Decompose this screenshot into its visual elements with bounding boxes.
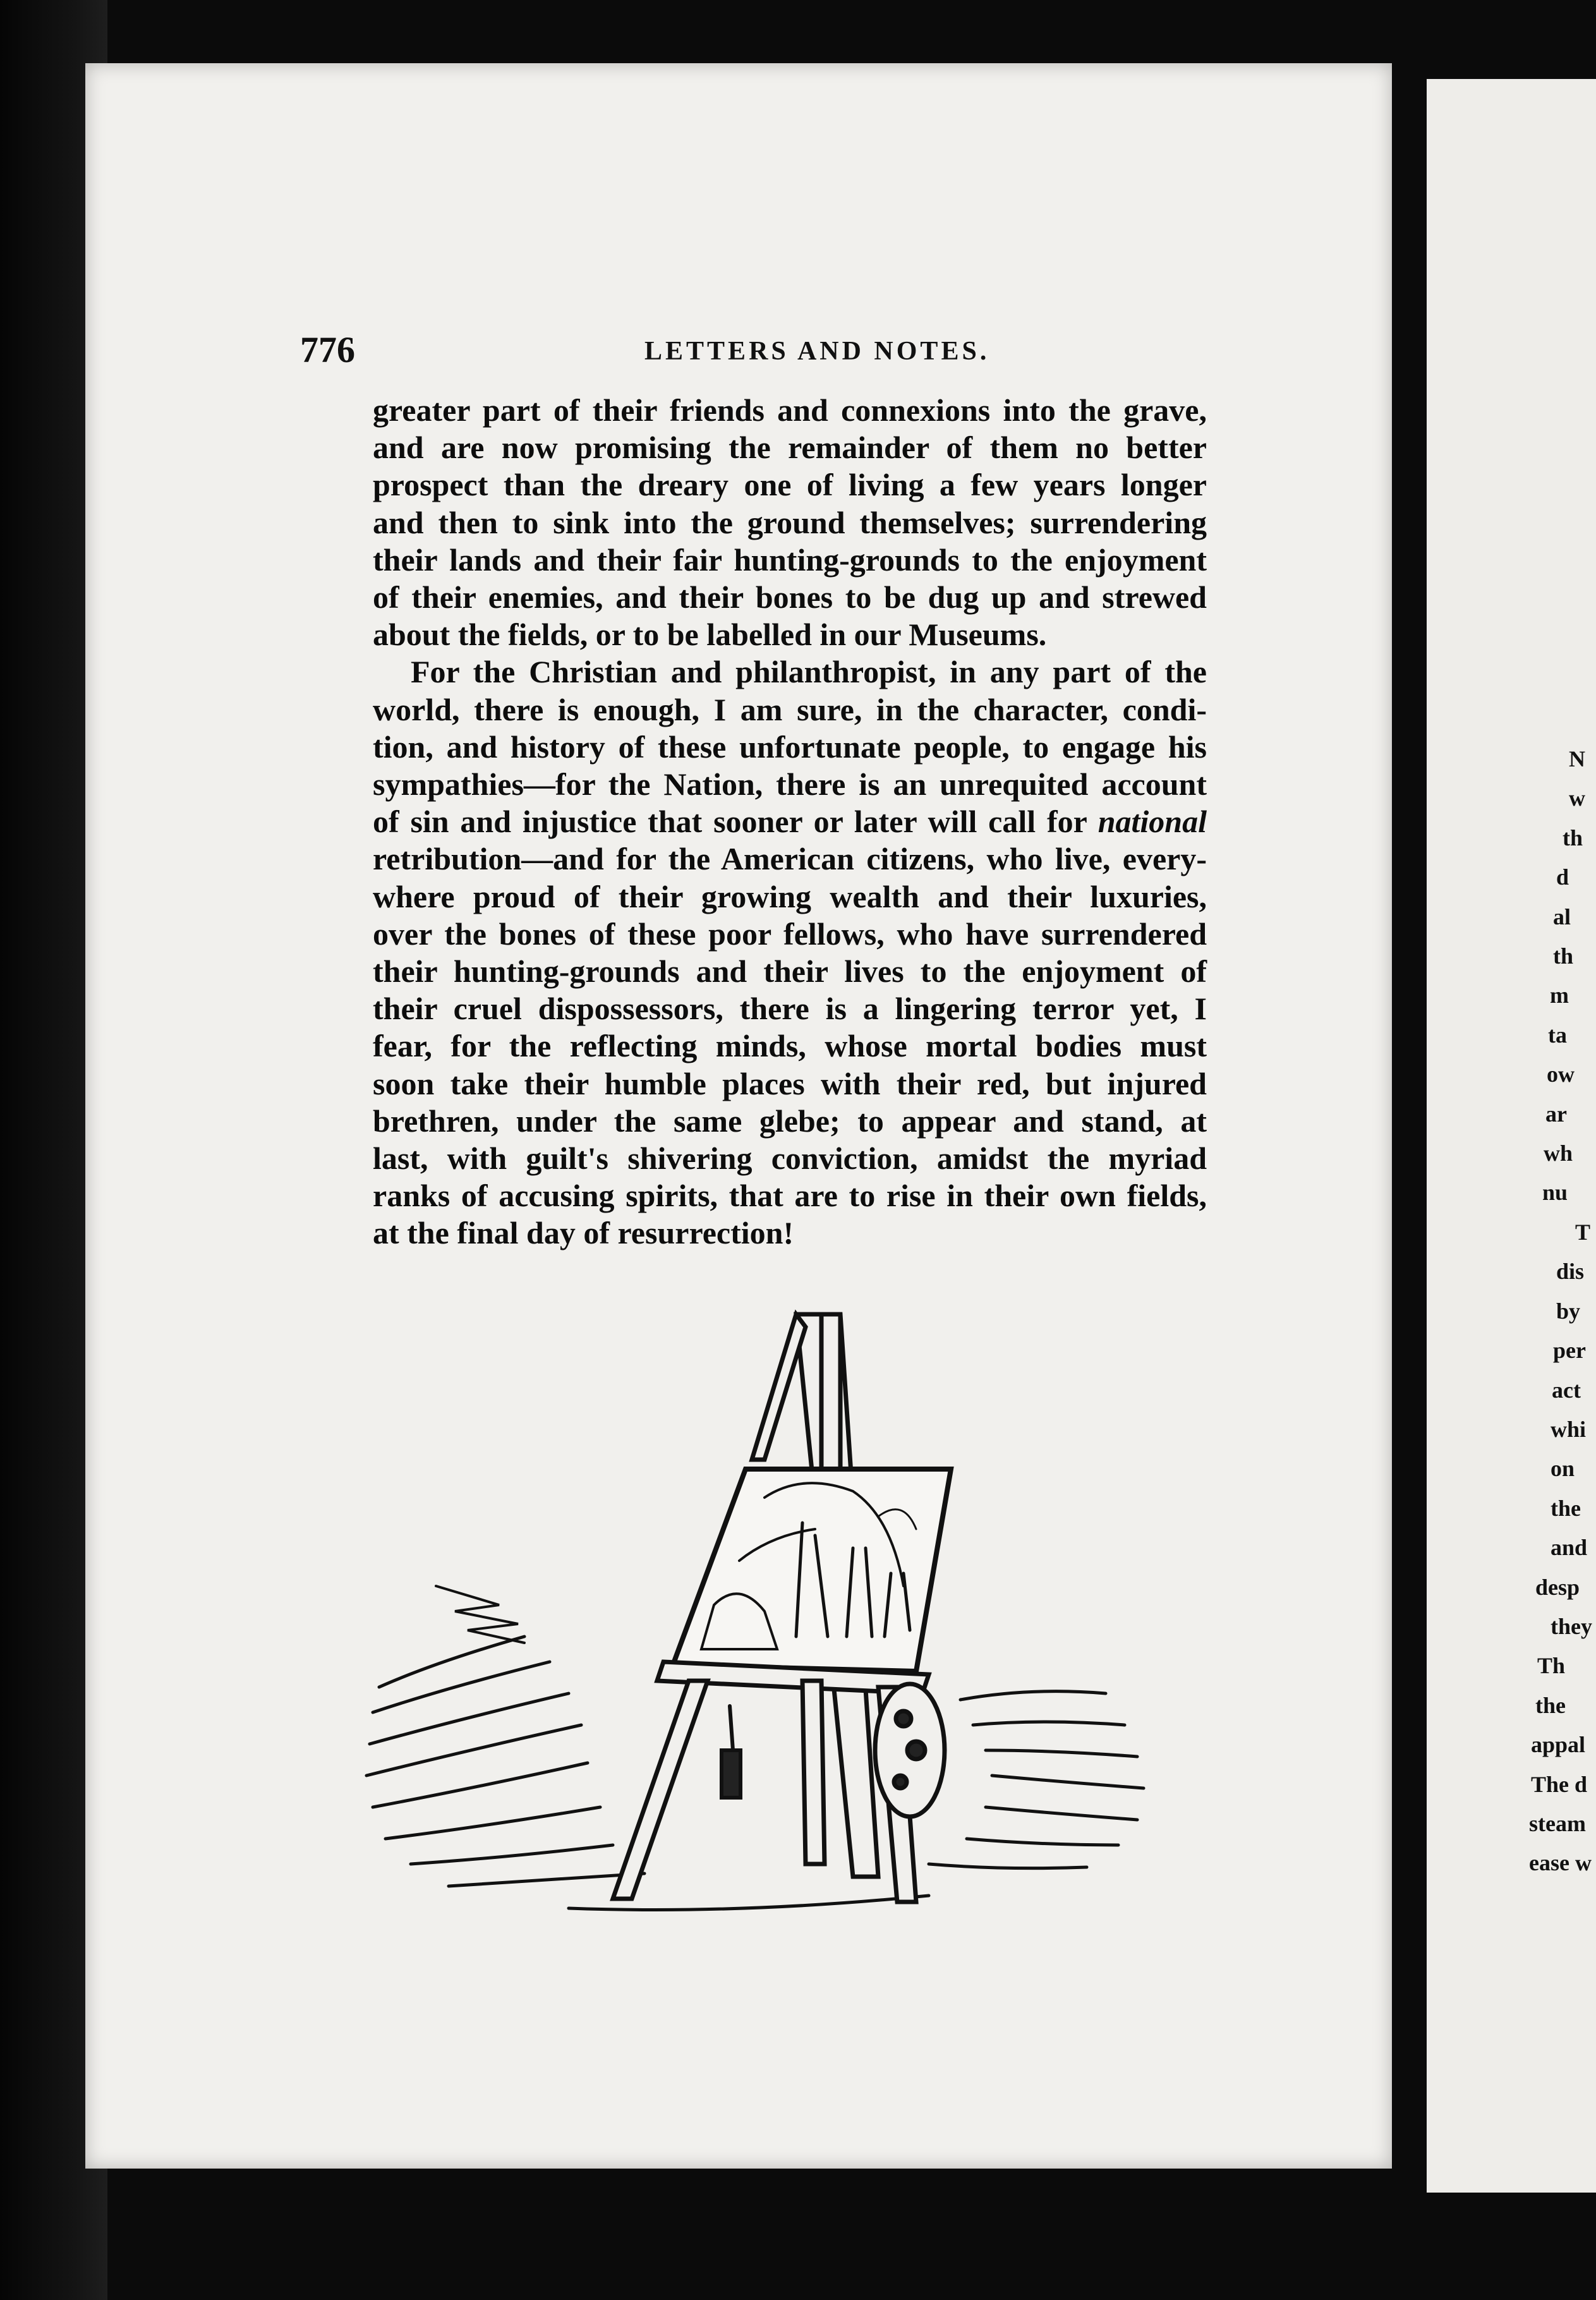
- text-line-with-italic: [373, 803, 1207, 840]
- fragment: appal: [1531, 1732, 1586, 1758]
- body-text: [373, 392, 1207, 1252]
- fragment: the: [1551, 1495, 1581, 1521]
- running-head: [300, 329, 1204, 385]
- text-line: about the fields, or to be labelled in our Museums.: [373, 617, 1047, 653]
- easel-illustration: [360, 1308, 1175, 1946]
- text-line: at the final day of resurrection!: [373, 1215, 794, 1251]
- running-title: LETTERS AND NOTES.: [644, 337, 990, 366]
- fragment: th: [1563, 825, 1583, 850]
- text-line: For the Christian and philanthropist, in any part of the: [411, 654, 1207, 690]
- text-line: their cruel dispossessors, there is a lingering terror yet, I: [373, 991, 1207, 1027]
- fragment: Th: [1537, 1653, 1566, 1679]
- text-line: retribution—and for the American citizens, who live, every-: [373, 841, 1207, 877]
- fragment: m: [1550, 983, 1569, 1008]
- text-line: over the bones of these poor fellows, who have surrendered: [373, 916, 1207, 952]
- fragment: wh: [1544, 1141, 1573, 1166]
- text-line: tion, and history of these unfortunate people, to engage his: [373, 729, 1207, 765]
- painting-canvas: [673, 1469, 951, 1671]
- fragment: by: [1556, 1298, 1581, 1324]
- page-number: 776: [300, 329, 355, 370]
- text-line: sympathies—for the Nation, there is an unrequited account: [373, 766, 1207, 802]
- fragment: nu: [1542, 1180, 1568, 1206]
- text-line: prospect than the dreary one of living a few years longer: [373, 467, 1207, 503]
- fragment: and: [1551, 1535, 1588, 1561]
- text-line: last, with guilt's shivering conviction, amidst the myriad: [373, 1141, 1207, 1177]
- fragment: th: [1553, 943, 1574, 969]
- fragment: T: [1575, 1219, 1591, 1245]
- text-line: fear, for the reflecting minds, whose mortal bodies must: [373, 1028, 1207, 1064]
- palette-icon: [875, 1684, 945, 1817]
- text-line: brethren, under the same glebe; to appear and stand, at: [373, 1103, 1207, 1139]
- facing-page-text: [1427, 739, 1596, 1883]
- text-line: of their enemies, and their bones to be dug up and strewed: [373, 579, 1207, 615]
- wind-scribble: [436, 1586, 524, 1643]
- fragment: ta: [1548, 1022, 1567, 1048]
- text-line: where proud of their growing wealth and their luxuries,: [373, 878, 1207, 914]
- fragment: ow: [1547, 1062, 1575, 1087]
- fragment: ar: [1545, 1101, 1567, 1127]
- text-line: greater part of their friends and connexions into the grave,: [373, 392, 1207, 428]
- text-line: and then to sink into the ground themselves; surrendering: [373, 504, 1207, 540]
- italic-word: national: [1097, 804, 1207, 840]
- fragment: ease w: [1529, 1850, 1592, 1876]
- fragment: N: [1569, 746, 1585, 772]
- fragment: act: [1552, 1377, 1581, 1403]
- fragment: d: [1556, 864, 1569, 890]
- fragment: w: [1569, 785, 1585, 811]
- text-segment: of sin and injustice that sooner or later will call for: [373, 804, 1087, 840]
- text-line: world, there is enough, I am sure, in the character, condi-: [373, 691, 1207, 727]
- fragment: dis: [1556, 1259, 1585, 1285]
- fragment: The d: [1531, 1771, 1588, 1797]
- fragment: they: [1551, 1613, 1592, 1639]
- fragment: on: [1551, 1456, 1575, 1482]
- fragment: whi: [1551, 1416, 1587, 1442]
- text-line: and are now promising the remainder of them no better: [373, 430, 1207, 466]
- fragment: steam: [1529, 1810, 1586, 1836]
- oil-cup-icon: [722, 1706, 741, 1798]
- text-line: their lands and their fair hunting-grounds to the enjoyment: [373, 542, 1207, 578]
- fragment: per: [1553, 1338, 1586, 1364]
- text-line: soon take their humble places with their red, but injured: [373, 1065, 1207, 1101]
- fragment: desp: [1535, 1574, 1580, 1600]
- fragment: al: [1553, 904, 1571, 929]
- fragment: the: [1535, 1692, 1566, 1718]
- text-line: their hunting-grounds and their lives to the enjoyment of: [373, 953, 1207, 990]
- text-line: ranks of accusing spirits, that are to rise in their own fields,: [373, 1178, 1207, 1214]
